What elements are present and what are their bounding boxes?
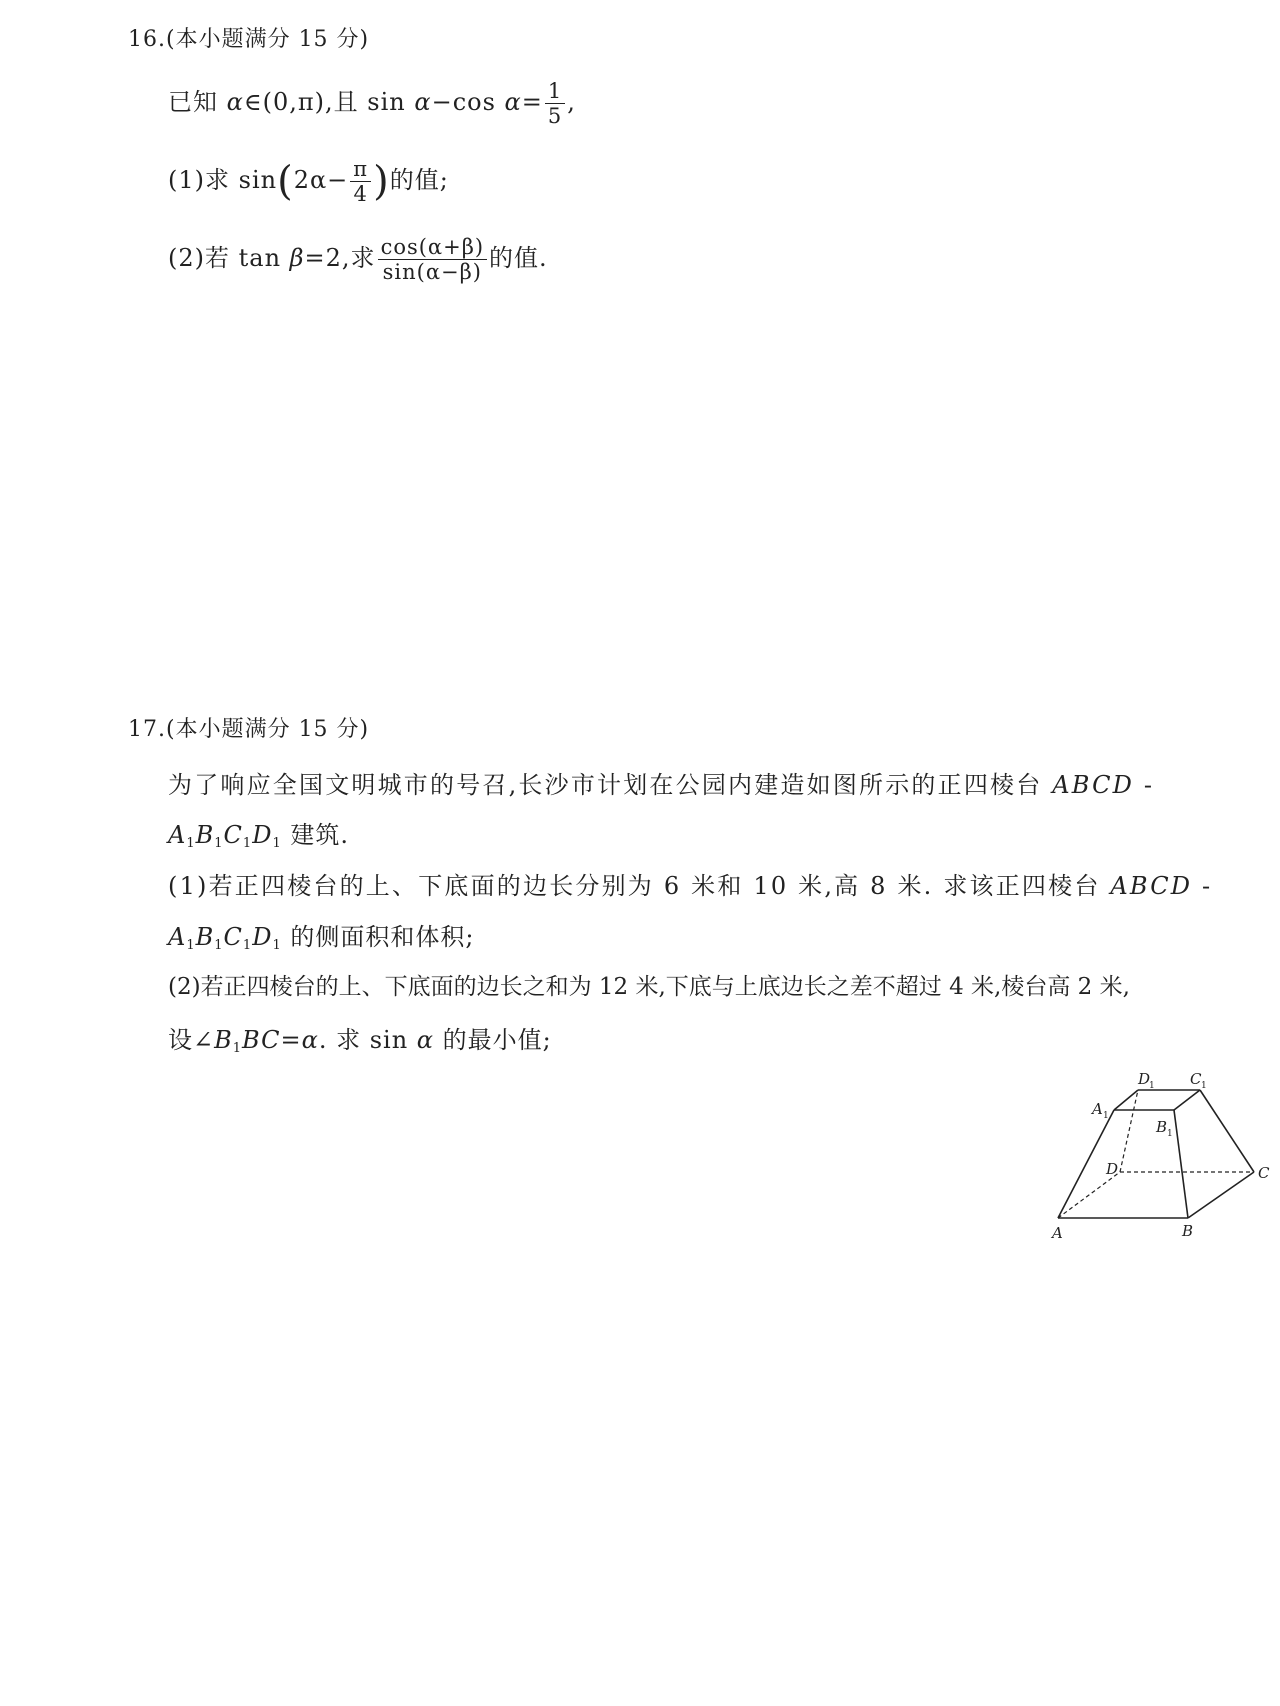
edge-c-c1 (1200, 1090, 1254, 1172)
d1-letter: D (252, 821, 273, 849)
d1-letter-2: D (252, 923, 273, 951)
angle-b-sub: 1 (232, 1041, 243, 1056)
given-fraction (545, 80, 565, 127)
p2-prefix: (2)若 tan (168, 244, 290, 273)
label-d1: D (1138, 1070, 1151, 1088)
q16-given (168, 80, 576, 127)
b1-letter-2: B (195, 923, 215, 951)
q17-line1-abcd: ABCD (1052, 771, 1135, 799)
q17-line2 (168, 815, 349, 851)
p1-frac-den: 4 (353, 182, 368, 207)
c1-sub: 1 (242, 836, 253, 851)
q17-line3-dash: - (1192, 872, 1213, 900)
a1-letter: A (168, 821, 187, 849)
given-prefix: 已知 (168, 88, 227, 117)
label-a: A (1052, 1224, 1063, 1242)
angle-alpha: α (301, 1026, 319, 1054)
d1-sub: 1 (272, 836, 282, 851)
q17-header: 17.(本小题满分 15 分) (128, 717, 370, 742)
p1-frac-num: π (350, 158, 371, 182)
given-frac-num: 1 (545, 80, 565, 104)
edge-b-b1 (1174, 1110, 1188, 1218)
p2-fraction (378, 236, 487, 283)
q17-line3-text: (1)若正四棱台的上、下底面的边长分别为 6 米和 10 米,高 8 米. 求该正四棱台 (168, 872, 1111, 900)
d1-sub-2: 1 (272, 938, 282, 953)
label-c1: C (1190, 1070, 1202, 1088)
angle-rest: BC= (242, 1026, 302, 1054)
q17-line1-text: 为了响应全国文明城市的号召,长沙市计划在公园内建造如图所示的正四棱台 (168, 771, 1053, 799)
q17-line6-mid: . 求 sin (318, 1026, 417, 1054)
label-b1-sub: 1 (1167, 1129, 1173, 1139)
given-alpha2: α (414, 88, 432, 117)
a1-letter-2: A (168, 923, 187, 951)
label-a1: A (1092, 1100, 1103, 1118)
p2-frac-den: sin(α−β) (382, 260, 482, 285)
q17-line4-suffix: 的侧面积和体积; (281, 923, 475, 951)
q17-line4 (168, 917, 474, 953)
p1-right-paren: ) (373, 158, 390, 205)
given-alpha3: α (504, 88, 522, 117)
given-end: , (567, 88, 576, 117)
p2-suffix: 的值. (489, 244, 548, 273)
given-alpha: α (226, 88, 244, 117)
hidden-edge-a-d (1058, 1172, 1120, 1218)
label-c: C (1258, 1164, 1270, 1182)
given-eq: = (521, 88, 543, 117)
p2-beta: β (289, 244, 305, 273)
p1-suffix: 的值; (389, 166, 449, 195)
q17-line3 (168, 866, 1212, 901)
q16-header: 16.(本小题满分 15 分) (128, 27, 370, 52)
p1-left-paren: ( (277, 158, 294, 205)
given-minus-cos: −cos (431, 88, 505, 117)
frustum-figure (1048, 1064, 1278, 1244)
given-mid: ∈(0,π),且 sin (243, 88, 415, 117)
q17-line6 (168, 1020, 552, 1056)
label-b1: B (1156, 1118, 1168, 1136)
q17-line5-text: (2)若正四棱台的上、下底面的边长之和为 12 米,下底与上底边长之差不超过 4 米,棱台高 2 米, (168, 974, 1130, 1000)
p2-frac-num: cos(α+β) (378, 236, 487, 260)
p1-inner: 2α− (293, 166, 349, 195)
b1-letter: B (195, 821, 215, 849)
q17-line1 (168, 765, 1154, 800)
sin-alpha: α (416, 1026, 434, 1054)
q17-line6-suffix: 的最小值; (434, 1026, 552, 1054)
c1-letter: C (223, 821, 243, 849)
label-a1-sub: 1 (1103, 1111, 1109, 1121)
q17-line3-abcd: ABCD (1110, 872, 1193, 900)
label-d1-sub: 1 (1149, 1081, 1155, 1091)
label-c1-sub: 1 (1201, 1081, 1207, 1091)
q16-part1 (168, 158, 449, 205)
c1-sub-2: 1 (242, 938, 253, 953)
p2-mid: =2,求 (304, 244, 376, 273)
a1-sub-2: 1 (186, 938, 196, 953)
q17-line5 (168, 968, 1130, 1001)
c1-letter-2: C (223, 923, 243, 951)
a1-sub: 1 (186, 836, 196, 851)
edge-b1-c1 (1174, 1090, 1200, 1110)
label-d: D (1106, 1160, 1119, 1178)
q17-line6-prefix: 设∠ (168, 1026, 215, 1054)
b1-sub: 1 (214, 836, 224, 851)
angle-b-letter: B (214, 1026, 233, 1054)
p1-fraction (350, 158, 371, 205)
edge-b-c (1188, 1172, 1254, 1218)
p1-prefix: (1)求 sin (168, 166, 278, 195)
q16-part2 (168, 236, 548, 283)
b1-sub-2: 1 (214, 938, 224, 953)
label-b: B (1182, 1222, 1194, 1240)
given-frac-den: 5 (547, 104, 563, 129)
q17-line2-suffix: 建筑. (281, 821, 349, 849)
q17-line1-dash: - (1134, 771, 1155, 799)
